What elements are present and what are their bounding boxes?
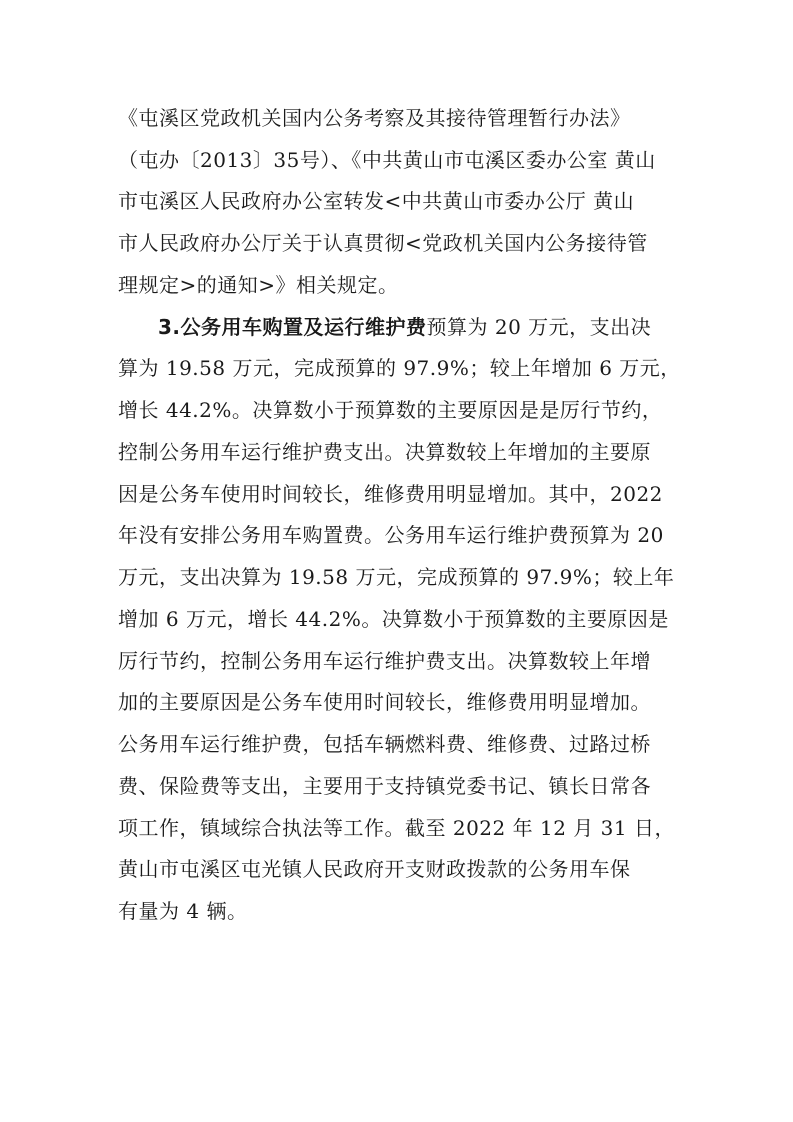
paragraph-line: 费、保险费等支出，主要用于支持镇党委书记、镇长日常各 bbox=[118, 774, 651, 798]
paragraph-line: 公务用车运行维护费，包括车辆燃料费、维修费、过路过桥 bbox=[118, 732, 651, 756]
paragraph-line: 增长 44.2%。决算数小于预算数的主要原因是是厉行节约， bbox=[118, 398, 663, 422]
paragraph-line: 控制公务用车运行维护费支出。决算数较上年增加的主要原 bbox=[118, 440, 651, 464]
paragraph-line: 黄山市屯溪区屯光镇人民政府开支财政拨款的公务用车保 bbox=[118, 857, 631, 881]
paragraph-line: 厉行节约，控制公务用车运行维护费支出。决算数较上年增 bbox=[118, 649, 651, 673]
paragraph-line: 理规定>的通知>》相关规定。 bbox=[118, 273, 399, 297]
paragraph-line: 市屯溪区人民政府办公室转发<中共黄山市委办公厅 黄山 bbox=[118, 189, 635, 213]
paragraph-line: 年没有安排公务用车购置费。公务用车运行维护费预算为 20 bbox=[118, 523, 664, 547]
section-first-line-text: 预算为 20 万元，支出决 bbox=[426, 315, 652, 339]
paragraph-line: 增加 6 万元，增长 44.2%。决算数小于预算数的主要原因是 bbox=[118, 607, 669, 631]
paragraph-line: （屯办〔2013〕35号）、《中共黄山市屯溪区委办公室 黄山 bbox=[118, 148, 656, 172]
paragraph-line: 市人民政府办公厅关于认真贯彻<党政机关国内公务接待管 bbox=[118, 231, 648, 255]
section-heading: 3.公务用车购置及运行维护费 bbox=[158, 315, 427, 339]
paragraph-line: 项工作，镇域综合执法等工作。截至 2022 年 12 月 31 日， bbox=[118, 816, 675, 840]
section-first-line bbox=[158, 313, 651, 341]
paragraph-line: 万元，支出决算为 19.58 万元，完成预算的 97.9%；较上年 bbox=[118, 565, 675, 589]
paragraph-line: 因是公务车使用时间较长，维修费用明显增加。其中，2022 bbox=[118, 482, 663, 506]
paragraph-line: 加的主要原因是公务车使用时间较长，维修费用明显增加。 bbox=[118, 690, 651, 714]
paragraph-line: 有量为 4 辆。 bbox=[118, 899, 248, 923]
paragraph-line: 算为 19.58 万元，完成预算的 97.9%；较上年增加 6 万元， bbox=[118, 356, 681, 380]
paragraph-line: 《屯溪区党政机关国内公务考察及其接待管理暂行办法》 bbox=[118, 106, 631, 130]
